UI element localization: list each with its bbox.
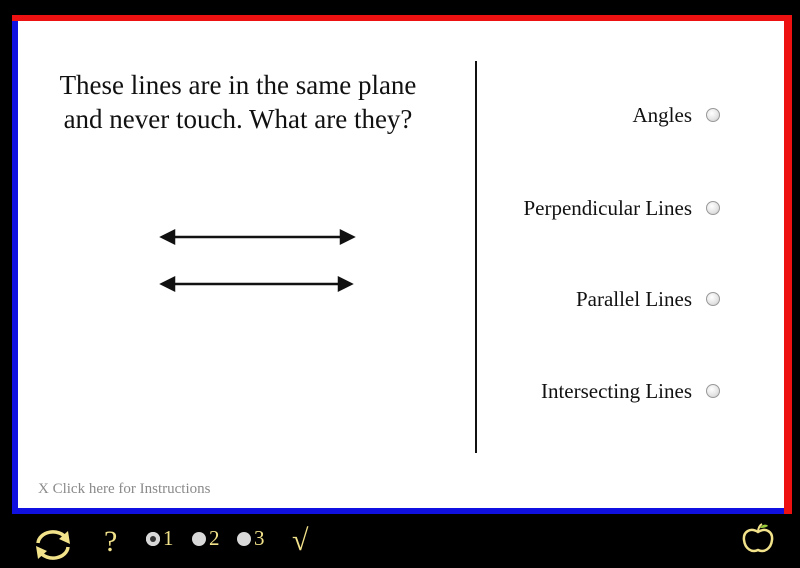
step-radio-selected[interactable]	[146, 532, 160, 546]
help-button[interactable]: ?	[104, 525, 118, 558]
question-line-1: These lines are in the same plane	[59, 70, 417, 100]
step-label: 1	[163, 526, 174, 550]
step-radio[interactable]	[237, 532, 251, 546]
question-line-2: and never touch. What are they?	[63, 104, 413, 134]
option-intersecting-lines[interactable]	[490, 379, 720, 403]
step-label: 2	[209, 526, 220, 550]
step-label: 3	[254, 526, 265, 550]
option-radio[interactable]	[706, 292, 720, 306]
line-1	[162, 231, 353, 243]
option-parallel-lines[interactable]	[490, 287, 720, 311]
refresh-icon[interactable]	[32, 527, 74, 563]
option-label: Angles	[632, 102, 692, 127]
question-text	[40, 68, 436, 136]
step-1[interactable]	[146, 526, 174, 551]
option-radio[interactable]	[706, 108, 720, 122]
option-radio[interactable]	[706, 201, 720, 215]
option-label: Intersecting Lines	[540, 378, 692, 403]
option-radio[interactable]	[706, 384, 720, 398]
parallel-lines-figure	[150, 220, 370, 300]
option-angles[interactable]	[490, 103, 720, 127]
check-button[interactable]: √	[292, 524, 309, 557]
option-label: Perpendicular Lines	[523, 195, 692, 220]
instructions-link[interactable]: X Click here for Instructions	[38, 481, 211, 497]
step-3[interactable]	[237, 526, 265, 551]
divider	[475, 61, 477, 453]
frame-border-red-right	[784, 15, 792, 514]
option-label: Parallel Lines	[575, 286, 692, 311]
apple-icon[interactable]	[740, 522, 776, 556]
option-perpendicular-lines[interactable]	[490, 196, 720, 220]
step-2[interactable]	[192, 526, 220, 551]
toolbar	[0, 514, 800, 568]
line-2	[162, 278, 351, 290]
step-radio[interactable]	[192, 532, 206, 546]
